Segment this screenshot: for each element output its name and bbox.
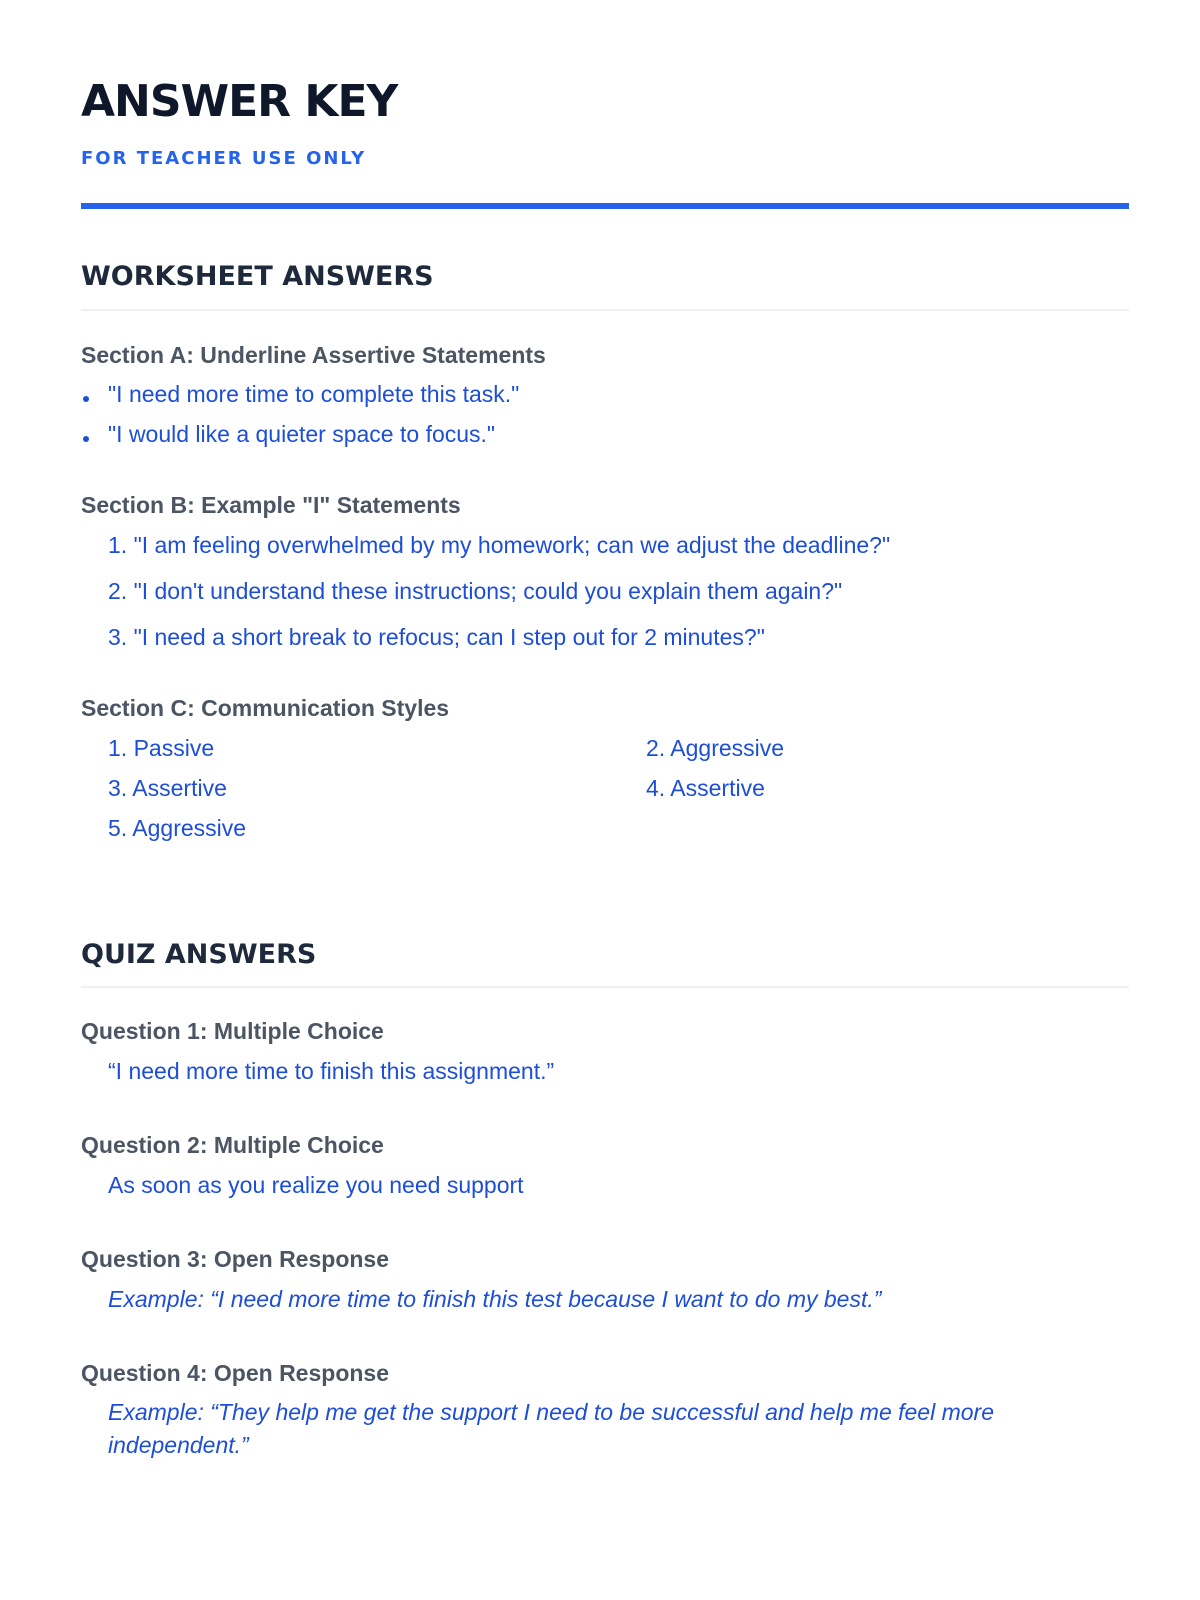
bullet-icon — [83, 396, 89, 402]
question-label: Question 4: Open Response — [81, 1360, 389, 1386]
section-c-label: Section C: Communication Styles — [81, 695, 450, 721]
section-c-answer: 1. Passive — [108, 735, 215, 761]
question-answer: “I need more time to finish this assignment.” — [108, 1058, 555, 1084]
section-b-answer: 1. "I am feeling overwhelmed by my homework; can we adjust the deadline?" — [108, 532, 891, 558]
section-b-label: Section B: Example "I" Statements — [81, 492, 461, 518]
page-title: ANSWER KEY — [81, 76, 398, 127]
question-label: Question 1: Multiple Choice — [81, 1018, 384, 1044]
question-answer: As soon as you realize you need support — [108, 1172, 524, 1198]
question-label: Question 3: Open Response — [81, 1246, 389, 1272]
question-answer: Example: “I need more time to finish this test because I want to do my best.” — [108, 1286, 882, 1312]
section-c-answer: 5. Aggressive — [108, 815, 247, 841]
section-b-answer: 2. "I don't understand these instructions; could you explain them again?" — [108, 578, 843, 604]
section-a-answer: "I need more time to complete this task." — [108, 381, 520, 407]
worksheet-divider — [81, 309, 1129, 311]
section-a-label: Section A: Underline Assertive Statements — [81, 342, 546, 368]
bullet-icon — [83, 436, 89, 442]
section-c-answer: 3. Assertive — [108, 775, 227, 801]
header-divider — [81, 203, 1129, 209]
worksheet-heading: WORKSHEET ANSWERS — [81, 261, 434, 292]
section-c-answer: 2. Aggressive — [646, 735, 785, 761]
question-answer: Example: “They help me get the support I need to be successful and help me feel more independent.” — [108, 1399, 994, 1458]
quiz-divider — [81, 986, 1129, 988]
section-b-answer: 3. "I need a short break to refocus; can I step out for 2 minutes?" — [108, 624, 765, 650]
question-label: Question 2: Multiple Choice — [81, 1132, 384, 1158]
section-a-answer: "I would like a quieter space to focus." — [108, 421, 496, 447]
page-subtitle: FOR TEACHER USE ONLY — [81, 148, 367, 169]
section-c-answer: 4. Assertive — [646, 775, 765, 801]
quiz-heading: QUIZ ANSWERS — [81, 939, 317, 970]
